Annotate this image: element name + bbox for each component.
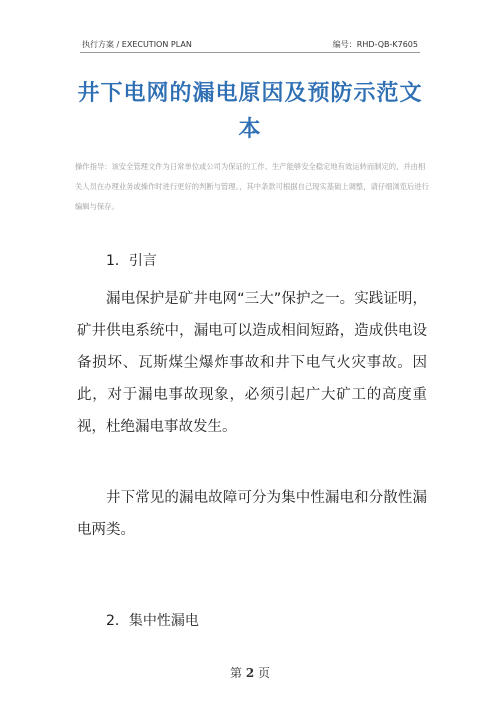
footer-suffix: 页 <box>258 666 271 680</box>
header-left-label: 执行方案 / EXECUTION PLAN <box>82 40 192 49</box>
section-heading-2: 2．集中性漏电 <box>106 613 199 629</box>
document-title: 井下电网的漏电原因及预防示范文本 <box>77 81 423 142</box>
paragraph-2: 井下常见的漏电故障可分为集中性漏电和分散性漏电两类。 <box>77 490 427 538</box>
header-divider <box>80 52 420 53</box>
page-header <box>82 34 418 50</box>
section-heading-1: 1．引言 <box>106 253 157 269</box>
footer-prefix: 第 <box>229 666 242 680</box>
page-number-footer <box>0 664 500 681</box>
page-number: 2 <box>245 666 255 680</box>
paragraph-1: 漏电保护是矿井电网“三大”保护之一。实践证明，矿井供电系统中，漏电可以造成相间短路，造成供电设备损坏、瓦斯煤尘爆炸事故和井下电气火灾事故。因此，对于漏电事故现象，必须引起广大矿工的高度重视，杜绝漏电事故发生。 <box>77 291 427 435</box>
document-number: 编号：RHD-QB-K7605 <box>332 40 418 49</box>
operation-guide: 操作指导：该安全管理文件为日常单位或公司为保证的工作、生产能够安全稳定地有效运转而制定的，并由相关人员在办理业务或操作时进行更好的判断与管理。，其中条款可根据自己现实基础上调整，请仔细浏览后进行编辑与保存。 <box>75 162 429 211</box>
